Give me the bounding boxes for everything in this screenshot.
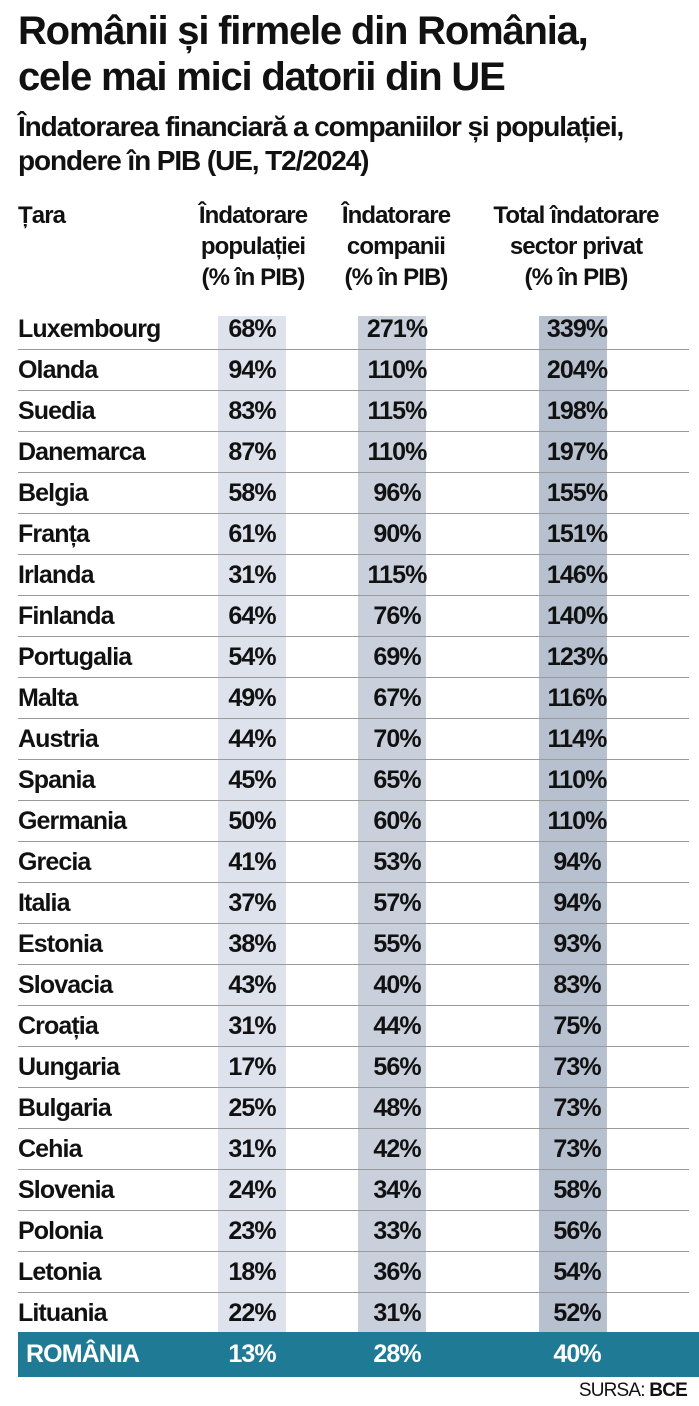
header-total-line: sector privat <box>509 233 643 260</box>
cell-households: 49% <box>228 684 276 712</box>
table-row <box>0 678 699 719</box>
table-row <box>0 1170 699 1211</box>
cell-country: Luxembourg <box>18 315 161 343</box>
cell-total: 110% <box>547 807 607 835</box>
cell-country: Belgia <box>18 479 88 507</box>
table-row <box>0 1088 699 1129</box>
header-companies-line: companii <box>346 233 446 260</box>
cell-country: Letonia <box>18 1258 101 1286</box>
cell-total: 58% <box>553 1176 601 1204</box>
cell-companies: 110% <box>367 356 427 384</box>
cell-total: 73% <box>553 1053 601 1081</box>
cell-total: 140% <box>546 602 608 630</box>
header-country <box>18 200 65 231</box>
cell-companies: 44% <box>373 1012 421 1040</box>
table-row <box>0 309 699 350</box>
cell-households: 68% <box>228 315 276 343</box>
cell-total: 83% <box>553 971 601 999</box>
cell-country: Cehia <box>18 1135 82 1163</box>
table-row <box>0 924 699 965</box>
cell-companies: 42% <box>373 1135 421 1163</box>
header-companies-line: (% în PIB) <box>344 264 448 291</box>
cell-total: 197% <box>546 438 608 466</box>
table-row <box>0 555 699 596</box>
cell-total: 54% <box>553 1258 601 1286</box>
cell-households: 17% <box>228 1053 276 1081</box>
header-companies-line: Îndatorare <box>341 202 451 229</box>
source-label: SURSA: <box>578 1380 645 1401</box>
romania-households: 13% <box>228 1340 276 1368</box>
cell-companies: 96% <box>373 479 421 507</box>
cell-country: Slovenia <box>18 1176 114 1204</box>
cell-total: 52% <box>553 1299 601 1327</box>
table-row <box>0 883 699 924</box>
cell-total: 151% <box>546 520 608 548</box>
cell-households: 94% <box>228 356 276 384</box>
cell-country: Finlanda <box>18 602 114 630</box>
cell-households: 24% <box>228 1176 276 1204</box>
cell-country: Malta <box>18 684 78 712</box>
cell-total: 73% <box>553 1094 601 1122</box>
cell-country: Croația <box>18 1012 98 1040</box>
title-line-2: cele mai mici datorii din UE <box>18 55 505 99</box>
table-row <box>0 473 699 514</box>
cell-country: Germania <box>18 807 127 835</box>
cell-companies: 33% <box>373 1217 421 1245</box>
cell-households: 37% <box>228 889 276 917</box>
table-row <box>0 350 699 391</box>
cell-households: 44% <box>228 725 276 753</box>
cell-companies: 271% <box>366 315 428 343</box>
cell-total: 123% <box>546 643 608 671</box>
cell-total: 56% <box>553 1217 601 1245</box>
cell-companies: 53% <box>373 848 421 876</box>
cell-companies: 31% <box>373 1299 421 1327</box>
cell-households: 43% <box>228 971 276 999</box>
table-row <box>0 1252 699 1293</box>
table-row <box>0 801 699 842</box>
romania-total: 40% <box>553 1340 601 1368</box>
cell-country: Olanda <box>18 356 98 384</box>
cell-total: 339% <box>546 315 608 343</box>
cell-households: 22% <box>228 1299 276 1327</box>
cell-country: Danemarca <box>18 438 145 466</box>
cell-country: Slovacia <box>18 971 113 999</box>
cell-companies: 65% <box>373 766 421 794</box>
cell-companies: 60% <box>373 807 421 835</box>
table-row <box>0 965 699 1006</box>
cell-companies: 36% <box>373 1258 421 1286</box>
cell-households: 25% <box>228 1094 276 1122</box>
cell-country: Bulgaria <box>18 1094 111 1122</box>
cell-households: 45% <box>228 766 276 794</box>
cell-country: Suedia <box>18 397 95 425</box>
cell-companies: 34% <box>373 1176 421 1204</box>
cell-households: 58% <box>228 479 276 507</box>
subtitle-line-1: Îndatorarea financiară a companiilor și populației, <box>18 111 624 142</box>
cell-households: 18% <box>228 1258 276 1286</box>
source-name: BCE <box>649 1380 687 1401</box>
cell-country: Estonia <box>18 930 102 958</box>
cell-companies: 56% <box>373 1053 421 1081</box>
source-note <box>579 1378 687 1404</box>
cell-households: 83% <box>228 397 276 425</box>
table-row <box>0 1293 699 1334</box>
cell-households: 64% <box>228 602 276 630</box>
cell-companies: 70% <box>373 725 421 753</box>
header-companies <box>326 200 466 293</box>
header-households-line: Îndatorare <box>198 202 308 229</box>
cell-country: Grecia <box>18 848 91 876</box>
header-total-line: Total îndatorare <box>493 202 659 229</box>
table-row <box>0 596 699 637</box>
cell-country: Franța <box>18 520 90 548</box>
cell-country: Spania <box>18 766 95 794</box>
table-row <box>0 432 699 473</box>
cell-total: 114% <box>547 725 607 753</box>
cell-companies: 115% <box>367 561 427 589</box>
table-row <box>0 1211 699 1252</box>
cell-households: 41% <box>228 848 276 876</box>
cell-households: 23% <box>228 1217 276 1245</box>
cell-total: 94% <box>553 889 601 917</box>
cell-households: 31% <box>228 1012 276 1040</box>
cell-companies: 76% <box>373 602 421 630</box>
romania-country: ROMÂNIA <box>26 1340 140 1368</box>
cell-companies: 115% <box>367 397 427 425</box>
header-total-line: (% în PIB) <box>524 264 628 291</box>
page-title <box>18 8 688 100</box>
table-row <box>0 1129 699 1170</box>
table-row <box>0 719 699 760</box>
table-row <box>0 760 699 801</box>
cell-total: 94% <box>553 848 601 876</box>
header-households-line: (% în PIB) <box>201 264 305 291</box>
romania-row <box>0 1334 699 1375</box>
cell-companies: 55% <box>373 930 421 958</box>
header-country-line: Țara <box>18 202 66 229</box>
cell-total: 198% <box>546 397 608 425</box>
cell-households: 50% <box>228 807 276 835</box>
header-households <box>178 200 328 293</box>
cell-country: Austria <box>18 725 98 753</box>
table-row <box>0 391 699 432</box>
cell-companies: 69% <box>373 643 421 671</box>
table-row <box>0 637 699 678</box>
cell-total: 146% <box>546 561 608 589</box>
cell-country: Uungaria <box>18 1053 120 1081</box>
cell-households: 38% <box>228 930 276 958</box>
cell-country: Irlanda <box>18 561 94 589</box>
cell-total: 75% <box>553 1012 601 1040</box>
table-row <box>0 842 699 883</box>
cell-country: Polonia <box>18 1217 102 1245</box>
table-row <box>0 1006 699 1047</box>
cell-companies: 90% <box>373 520 421 548</box>
cell-country: Italia <box>18 889 70 917</box>
title-line-1: Românii și firmele din România, <box>18 9 588 53</box>
cell-total: 93% <box>553 930 601 958</box>
table-row <box>0 1047 699 1088</box>
header-households-line: populației <box>200 233 306 260</box>
cell-companies: 110% <box>367 438 427 466</box>
cell-country: Lituania <box>18 1299 107 1327</box>
cell-total: 155% <box>546 479 608 507</box>
cell-households: 54% <box>228 643 276 671</box>
cell-households: 31% <box>228 1135 276 1163</box>
cell-companies: 48% <box>373 1094 421 1122</box>
cell-total: 204% <box>546 356 608 384</box>
table-row <box>0 514 699 555</box>
cell-total: 110% <box>547 766 607 794</box>
cell-companies: 57% <box>373 889 421 917</box>
cell-households: 31% <box>228 561 276 589</box>
page-subtitle <box>18 110 693 178</box>
cell-companies: 40% <box>373 971 421 999</box>
subtitle-line-2: pondere în PIB (UE, T2/2024) <box>18 145 369 176</box>
cell-total: 116% <box>547 684 607 712</box>
cell-households: 61% <box>228 520 276 548</box>
cell-companies: 67% <box>373 684 421 712</box>
header-total <box>476 200 676 293</box>
cell-households: 87% <box>228 438 276 466</box>
cell-total: 73% <box>553 1135 601 1163</box>
romania-companies: 28% <box>373 1340 421 1368</box>
cell-country: Portugalia <box>18 643 132 671</box>
